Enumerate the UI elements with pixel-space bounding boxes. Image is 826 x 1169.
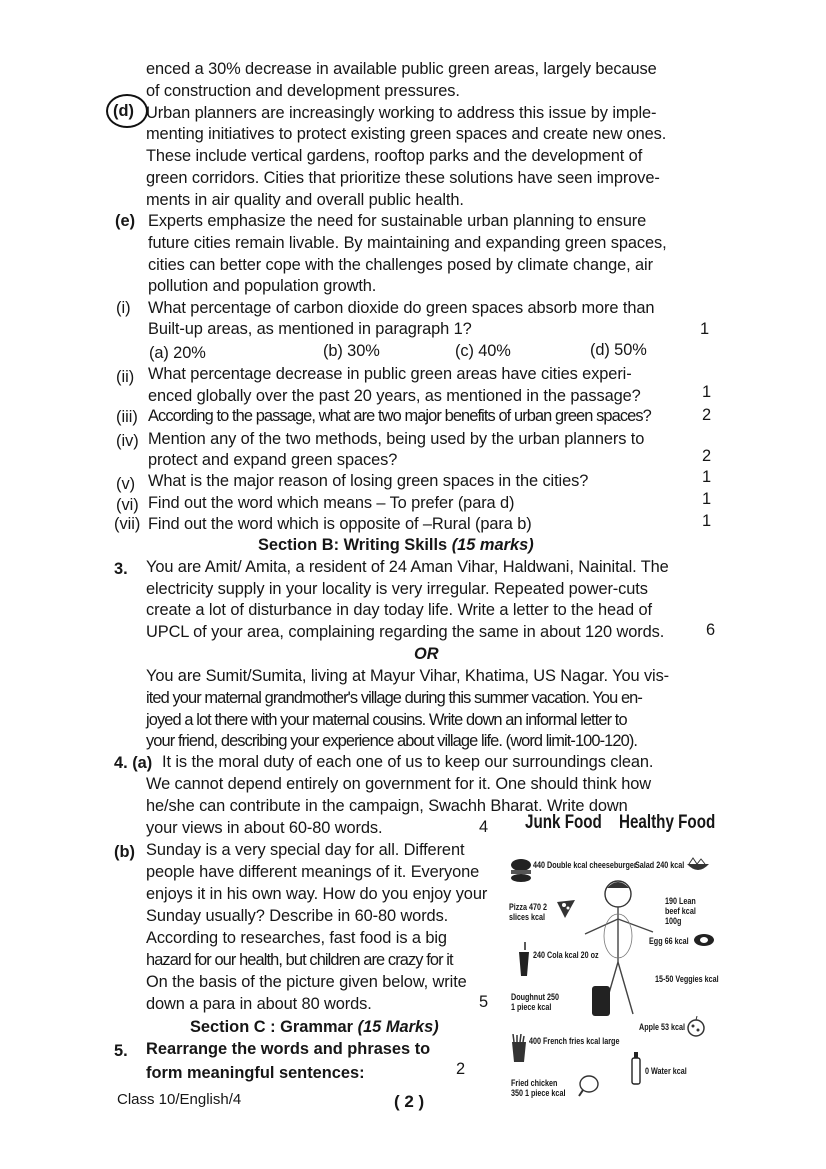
question-marks: 6 bbox=[706, 621, 716, 639]
question-text: down a para in about 80 words. bbox=[146, 995, 372, 1013]
question-text: On the basis of the picture given below, write bbox=[146, 973, 467, 991]
para-label-e: (e) bbox=[115, 212, 136, 230]
junk-item-label: 240 Cola kcal 20 oz bbox=[533, 950, 599, 960]
question-text: electricity supply in your locality is very irregular. Repeated power-cuts bbox=[146, 580, 648, 598]
healthy-item-label: 190 Lean beef kcal 100g bbox=[665, 896, 696, 926]
question-text: Sunday is a very special day for all. Different bbox=[146, 841, 465, 859]
para-label-d: (d) bbox=[113, 102, 134, 120]
question-text: people have different meanings of it. Everyone bbox=[146, 863, 480, 881]
question-text: It is the moral duty of each one of us to keep our surroundings clean. bbox=[162, 753, 654, 771]
junk-item-label: Doughnut 250 1 piece kcal bbox=[511, 992, 559, 1012]
burger-icon bbox=[509, 858, 533, 884]
question-marks: 1 bbox=[702, 512, 712, 530]
para-e-line: future cities remain livable. By maintaining and expanding green spaces, bbox=[148, 234, 667, 252]
question-text: your friend, describing your experience about village life. (word limit-100-120). bbox=[146, 732, 638, 750]
question-text: form meaningful sentences: bbox=[146, 1064, 365, 1082]
question-text: Built-up areas, as mentioned in paragraph 1? bbox=[148, 320, 472, 338]
junk-item-label: 400 French fries kcal large bbox=[529, 1036, 620, 1046]
option-a: (a) 20% bbox=[149, 344, 206, 362]
question-label: (iii) bbox=[116, 408, 138, 426]
passage-line: enced a 30% decrease in available public green areas, largely because bbox=[146, 60, 657, 78]
question-label: (vii) bbox=[114, 515, 141, 533]
cola-cup-icon bbox=[517, 942, 531, 978]
junk-item-label: Fried chicken 350 1 piece kcal bbox=[511, 1078, 566, 1098]
pizza-icon bbox=[555, 898, 577, 920]
question-text: he/she can contribute in the campaign, Swachh Bharat. Write down bbox=[146, 797, 628, 815]
healthy-item-label: 0 Water kcal bbox=[645, 1066, 687, 1076]
question-text: According to researches, fast food is a big bbox=[146, 929, 447, 947]
question-text: What percentage of carbon dioxide do green spaces absorb more than bbox=[148, 299, 655, 317]
junk-food-title: Junk Food bbox=[525, 812, 602, 833]
question-text: create a lot of disturbance in day today life. Write a letter to the head of bbox=[146, 601, 652, 619]
question-marks: 1 bbox=[702, 383, 712, 401]
healthy-item-label: Salad 240 kcal bbox=[635, 860, 685, 870]
healthy-item-label: 15-50 Veggies kcal bbox=[655, 974, 719, 984]
question-label: (b) bbox=[114, 843, 135, 861]
option-b: (b) 30% bbox=[323, 342, 380, 360]
question-text: Mention any of the two methods, being used by the urban planners to bbox=[148, 430, 645, 448]
salad-icon bbox=[685, 856, 711, 874]
question-number: 5. bbox=[114, 1042, 128, 1060]
question-text: protect and expand green spaces? bbox=[148, 451, 398, 469]
question-text: enjoys it in his own way. How do you enjoy your bbox=[146, 885, 488, 903]
question-text: What percentage decrease in public green areas have cities experi- bbox=[148, 365, 632, 383]
para-d-line: ments in air quality and overall public health. bbox=[146, 191, 464, 209]
doughnut-box-icon bbox=[590, 984, 612, 1018]
water-bottle-icon bbox=[629, 1052, 643, 1086]
question-number: 4. (a) bbox=[114, 754, 153, 772]
section-c-heading bbox=[190, 1017, 439, 1037]
para-d-line: menting initiatives to protect existing green spaces and create new ones. bbox=[146, 125, 667, 143]
question-marks: 1 bbox=[702, 490, 712, 508]
question-label: (iv) bbox=[116, 432, 139, 450]
question-text: enced globally over the past 20 years, as mentioned in the passage? bbox=[148, 387, 641, 405]
question-marks: 2 bbox=[456, 1060, 466, 1078]
section-b-heading bbox=[258, 535, 534, 555]
healthy-food-title: Healthy Food bbox=[619, 812, 716, 833]
section-c-marks: (15 Marks) bbox=[357, 1018, 439, 1036]
question-text: Find out the word which is opposite of –Rural (para b) bbox=[148, 515, 532, 533]
question-text: Sunday usually? Describe in 60-80 words. bbox=[146, 907, 449, 925]
question-text: What is the major reason of losing green spaces in the cities? bbox=[148, 472, 589, 490]
or-separator: OR bbox=[414, 645, 439, 663]
question-text: joyed a lot there with your maternal cousins. Write down an informal letter to bbox=[146, 711, 627, 729]
question-marks: 5 bbox=[479, 993, 489, 1011]
question-marks: 4 bbox=[479, 818, 489, 836]
question-text: We cannot depend entirely on government for it. One should think how bbox=[146, 775, 651, 793]
question-text: hazard for our health, but children are crazy for it bbox=[146, 951, 453, 969]
option-c: (c) 40% bbox=[455, 342, 511, 360]
para-d-line: green corridors. Cities that prioritize these solutions have seen improve- bbox=[146, 169, 660, 187]
footer-class: Class 10/English/4 bbox=[117, 1091, 242, 1108]
question-text: You are Sumit/Sumita, living at Mayur Vihar, Khatima, US Nagar. You vis- bbox=[146, 667, 670, 685]
junk-item-label: Pizza 470 2 slices kcal bbox=[509, 902, 548, 922]
question-number: 3. bbox=[114, 560, 128, 578]
fried-chicken-icon bbox=[577, 1074, 599, 1098]
question-label: (ii) bbox=[116, 368, 135, 386]
question-label: (v) bbox=[116, 475, 136, 493]
section-b-title: Section B: Writing Skills bbox=[258, 536, 448, 554]
question-marks: 1 bbox=[700, 320, 710, 338]
option-d: (d) 50% bbox=[590, 341, 647, 359]
question-text: You are Amit/ Amita, a resident of 24 Aman Vihar, Haldwani, Nainital. The bbox=[146, 558, 669, 576]
junk-item-label: 440 Double kcal cheeseburger bbox=[533, 860, 637, 870]
food-figure bbox=[505, 812, 720, 1112]
question-marks: 2 bbox=[702, 406, 712, 424]
question-text: Find out the word which means – To prefer (para d) bbox=[148, 494, 515, 512]
question-text: your views in about 60-80 words. bbox=[146, 819, 383, 837]
egg-icon bbox=[693, 932, 715, 948]
para-d-line: These include vertical gardens, rooftop parks and the development of bbox=[146, 147, 643, 165]
para-d-line: Urban planners are increasingly working to address this issue by imple- bbox=[146, 104, 657, 122]
question-label: (vi) bbox=[116, 496, 139, 514]
page-number: ( 2 ) bbox=[394, 1092, 425, 1111]
question-label: (i) bbox=[116, 299, 131, 317]
section-c-title: Section C : Grammar bbox=[190, 1018, 354, 1036]
question-text: Rearrange the words and phrases to bbox=[146, 1040, 431, 1058]
fries-icon bbox=[509, 1034, 529, 1064]
question-text: UPCL of your area, complaining regarding the same in about 120 words. bbox=[146, 623, 665, 641]
passage-line: of construction and development pressures. bbox=[146, 82, 460, 100]
apple-icon bbox=[685, 1016, 707, 1038]
question-text: According to the passage, what are two major benefits of urban green spaces? bbox=[148, 407, 651, 425]
healthy-item-label: Apple 53 kcal bbox=[639, 1022, 686, 1032]
para-e-line: pollution and population growth. bbox=[148, 277, 377, 295]
section-b-marks: (15 marks) bbox=[451, 536, 534, 554]
para-e-line: Experts emphasize the need for sustainable urban planning to ensure bbox=[148, 212, 647, 230]
healthy-item-label: Egg 66 kcal bbox=[649, 936, 689, 946]
para-e-line: cities can better cope with the challenges posed by climate change, air bbox=[148, 256, 653, 274]
question-marks: 1 bbox=[702, 468, 712, 486]
question-marks: 2 bbox=[702, 447, 712, 465]
question-text: ited your maternal grandmother's village during this summer vacation. You en- bbox=[146, 689, 642, 707]
